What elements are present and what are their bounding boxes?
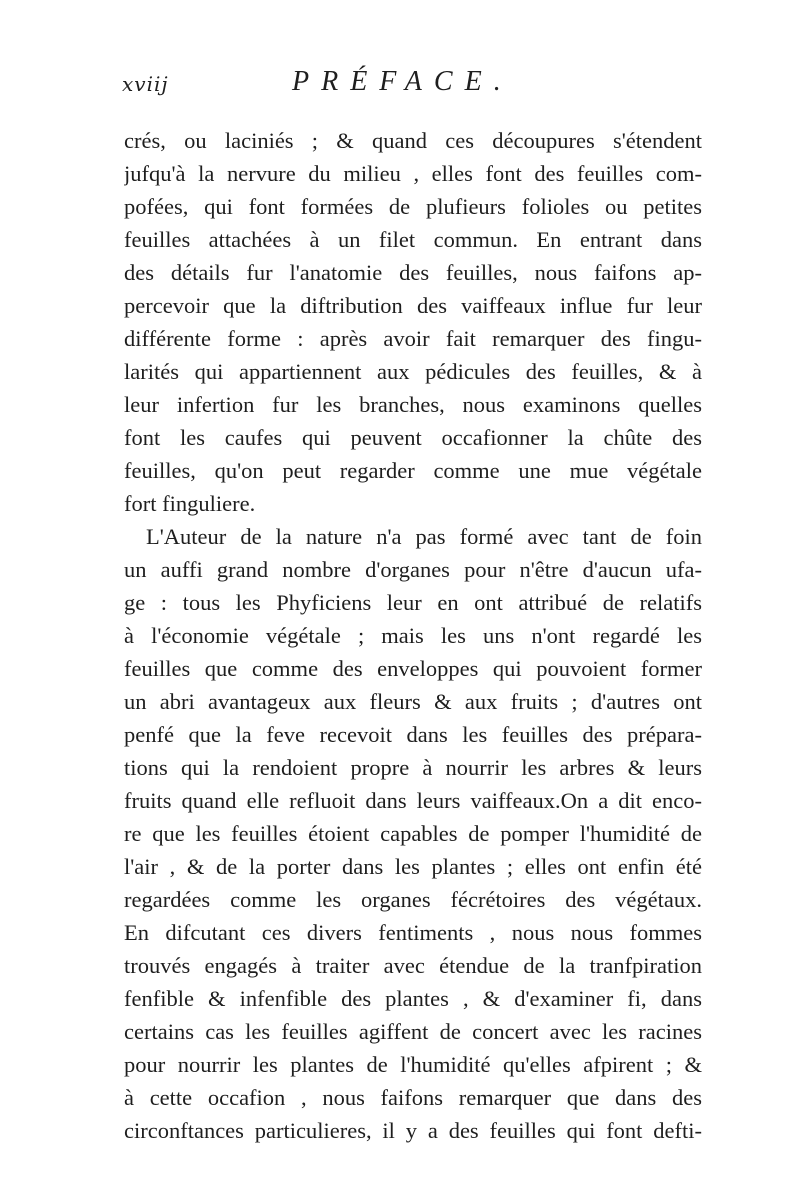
text-line: à l'économie végétale ; mais les uns n'ont regardé les: [124, 623, 702, 648]
text-line: un auffi grand nombre d'organes pour n'être d'aucun ufa-: [124, 557, 702, 582]
text-line: L'Auteur de la nature n'a pas formé avec tant de foin: [146, 524, 702, 549]
text-line: crés, ou laciniés ; & quand ces découpures s'étendent: [124, 128, 702, 153]
text-line: font les caufes qui peuvent occafionner la chûte des: [124, 425, 702, 450]
text-line: En difcutant ces divers fentiments , nous nous fommes: [124, 920, 702, 945]
text-line: feuilles attachées à un filet commun. En entrant dans: [124, 227, 702, 252]
text-line: percevoir que la diftribution des vaiffeaux influe fur leur: [124, 293, 702, 318]
body-text: [124, 124, 702, 1147]
text-line: fort finguliere.: [124, 491, 256, 516]
text-line: circonftances particulieres, il y a des feuilles qui font defti-: [124, 1118, 702, 1143]
text-line: différente forme : après avoir fait remarquer des fingu-: [124, 326, 702, 351]
text-line: trouvés engagés à traiter avec étendue de la tranfpiration: [124, 953, 702, 978]
text-line: fruits quand elle refluoit dans leurs vaiffeaux.On a dit enco-: [124, 788, 702, 813]
text-line: leur infertion fur les branches, nous examinons quelles: [124, 392, 702, 417]
text-line: penfé que la feve recevoit dans les feuilles des prépara-: [124, 722, 702, 747]
text-line: regardées comme les organes fécrétoires des végétaux.: [124, 887, 702, 912]
page-header: [122, 66, 702, 106]
text-line: re que les feuilles étoient capables de pomper l'humidité de: [124, 821, 702, 846]
text-line: tions qui la rendoient propre à nourrir les arbres & leurs: [124, 755, 702, 780]
text-line: l'air , & de la porter dans les plantes ; elles ont enfin été: [124, 854, 702, 879]
text-line: un abri avantageux aux fleurs & aux fruits ; d'autres ont: [124, 689, 702, 714]
text-line: pofées, qui font formées de plufieurs folioles ou petites: [124, 194, 702, 219]
page-number: xviij: [122, 72, 169, 96]
text-line: ge : tous les Phyficiens leur en ont attribué de relatifs: [124, 590, 702, 615]
text-line: feuilles, qu'on peut regarder comme une mue végétale: [124, 458, 702, 483]
text-line: certains cas les feuilles agiffent de concert avec les racines: [124, 1019, 702, 1044]
text-line: des détails fur l'anatomie des feuilles, nous faifons ap-: [124, 260, 702, 285]
text-line: jufqu'à la nervure du milieu , elles font des feuilles com-: [124, 161, 702, 186]
text-line: fenfible & infenfible des plantes , & d'examiner fi, dans: [124, 986, 702, 1011]
text-line: à cette occafion , nous faifons remarquer que dans des: [124, 1085, 702, 1110]
running-title: PRÉFACE.: [292, 66, 513, 97]
text-line: feuilles que comme des enveloppes qui pouvoient former: [124, 656, 702, 681]
text-line: larités qui appartiennent aux pédicules des feuilles, & à: [124, 359, 702, 384]
text-line: pour nourrir les plantes de l'humidité qu'elles afpirent ; &: [124, 1052, 702, 1077]
